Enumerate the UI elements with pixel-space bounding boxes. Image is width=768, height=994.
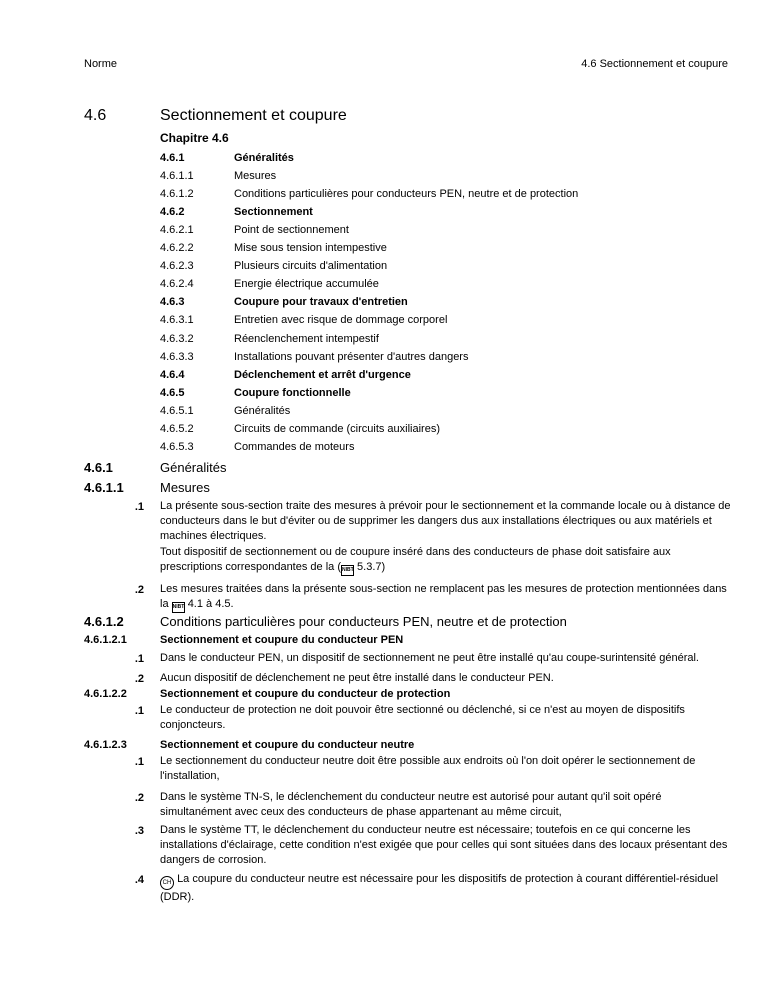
section-title: Sectionnement et coupure: [160, 107, 347, 124]
toc-title: Généralités: [234, 152, 294, 164]
heading-title: Mesures: [160, 480, 210, 495]
heading-number: 4.6.1: [84, 460, 113, 475]
paragraph: Dans le système TT, le déclenchement du conducteur neutre est nécessaire; toutefois en ce qui concerne les installations d'éclairage, cette condition n'est exigée que pour celles qui sont situées dans des locaux présentant des dangers de corrosion.: [160, 824, 728, 866]
toc-number: 4.6.5.2: [160, 422, 194, 435]
chapter-label: Chapitre 4.6: [160, 131, 229, 145]
paragraph-number: .1: [134, 653, 144, 665]
toc-title: Sectionnement: [234, 206, 313, 219]
paragraph: [160, 545, 735, 576]
toc-number: 4.6.5.3: [160, 440, 194, 453]
toc-number: 4.6.5.1: [160, 404, 194, 417]
book-reference-icon: NIBT: [172, 602, 185, 613]
toc-number: 4.6.4: [160, 368, 185, 381]
paragraph-number: .1: [134, 501, 144, 513]
paragraph-number: .4: [134, 874, 144, 886]
subheading-number: 4.6.1.2.3: [84, 739, 127, 751]
toc-title: Mesures: [234, 170, 277, 183]
paragraph-text: Les mesures traitées dans la présente sous-section ne remplacent pas les mesures de protection mentionnées dans la: [160, 583, 727, 610]
toc-title: Plusieurs circuits d'alimentation: [234, 260, 388, 273]
header-right: 4.6 Sectionnement et coupure: [581, 58, 728, 70]
paragraph: Dans le conducteur PEN, un dispositif de sectionnement ne peut être installé qu'au coupe-surintensité général.: [160, 652, 699, 664]
subheading-number: 4.6.1.2.1: [84, 634, 127, 646]
swiss-ch-icon: CH: [160, 876, 174, 890]
reference-text: 4.1 à 4.5.: [187, 598, 234, 610]
toc-title: Commandes de moteurs: [234, 440, 355, 453]
paragraph-number: .3: [134, 825, 144, 837]
paragraph: Aucun dispositif de déclenchement ne peut être installé dans le conducteur PEN.: [160, 672, 554, 684]
paragraph-text: Tout dispositif de sectionnement ou de coupure inséré dans des conducteurs de phase doit satisfaire aux prescriptions correspondantes de la (: [160, 546, 671, 573]
toc-title: Déclenchement et arrêt d'urgence: [234, 368, 411, 381]
toc-number: 4.6.2.4: [160, 278, 194, 291]
toc-number: 4.6.1.1: [160, 170, 194, 183]
paragraph: [160, 872, 735, 905]
subheading-title: Sectionnement et coupure du conducteur neutre: [160, 739, 415, 751]
paragraph: Le sectionnement du conducteur neutre doit être possible aux endroits où l'on doit opérer le sectionnement de l'installation,: [160, 755, 696, 782]
subheading-number: 4.6.1.2.2: [84, 688, 127, 700]
toc-number: 4.6.1: [160, 152, 185, 164]
heading-number: 4.6.1.2: [84, 614, 124, 629]
toc-number: 4.6.3.1: [160, 314, 194, 327]
toc-title: Conditions particulières pour conducteurs PEN, neutre et de protection: [234, 188, 579, 201]
toc-title: Installations pouvant présenter d'autres dangers: [234, 350, 469, 363]
heading-title: Généralités: [160, 460, 227, 475]
toc-number: 4.6.2: [160, 206, 185, 219]
toc-title: Mise sous tension intempestive: [234, 242, 387, 255]
paragraph: La présente sous-section traite des mesures à prévoir pour le sectionnement et la commande locale ou à distance de conducteurs dans le but d'éviter ou de supprimer les dangers dus aux installations électriques ou aux matériels et machines électriques.: [160, 500, 731, 542]
header-left: Norme: [84, 58, 118, 70]
toc-title: Energie électrique accumulée: [234, 278, 379, 291]
toc-number: 4.6.3.2: [160, 332, 194, 345]
subheading-title: Sectionnement et coupure du conducteur de protection: [160, 688, 451, 700]
toc-number: 4.6.1.2: [160, 188, 194, 201]
paragraph-number: .2: [134, 584, 144, 596]
reference-text: 5.3.7): [357, 561, 386, 573]
paragraph: Dans le système TN-S, le déclenchement du conducteur neutre est autorisé pour autant qu'il soit opéré simultanément avec ceux des conducteurs de phase appartenant au même circuit,: [160, 791, 662, 818]
paragraph-text: La coupure du conducteur neutre est nécessaire pour les dispositifs de protection à courant différentiel-résiduel (DDR).: [160, 873, 719, 903]
toc-number: 4.6.2.1: [160, 224, 194, 237]
toc-number: 4.6.2.2: [160, 242, 194, 255]
section-number: 4.6: [84, 107, 107, 124]
paragraph-number: .1: [134, 756, 144, 768]
paragraph: Le conducteur de protection ne doit pouvoir être sectionné ou déclenché, si ce n'est au moyen de dispositifs conjoncteurs.: [160, 704, 685, 731]
subheading-title: Sectionnement et coupure du conducteur PEN: [160, 634, 404, 646]
toc-number: 4.6.5: [160, 386, 185, 399]
paragraph-number: .2: [134, 673, 144, 685]
toc-title: Coupure fonctionnelle: [234, 386, 351, 399]
toc-title: Circuits de commande (circuits auxiliaires): [234, 422, 441, 435]
toc-title: Réenclenchement intempestif: [234, 332, 379, 345]
toc-number: 4.6.2.3: [160, 260, 194, 273]
toc-title: Point de sectionnement: [234, 224, 349, 237]
toc-title: Entretien avec risque de dommage corporel: [234, 314, 448, 327]
toc-number: 4.6.3: [160, 296, 185, 309]
paragraph-number: .1: [134, 705, 144, 717]
toc-title: Coupure pour travaux d'entretien: [234, 296, 408, 309]
toc-title: Généralités: [234, 404, 291, 417]
paragraph: [160, 582, 735, 613]
toc-number: 4.6.3.3: [160, 350, 194, 363]
book-reference-icon: NIBT: [341, 565, 354, 576]
heading-title: Conditions particulières pour conducteurs PEN, neutre et de protection: [160, 614, 567, 629]
heading-number: 4.6.1.1: [84, 480, 124, 495]
paragraph-number: .2: [134, 792, 144, 804]
